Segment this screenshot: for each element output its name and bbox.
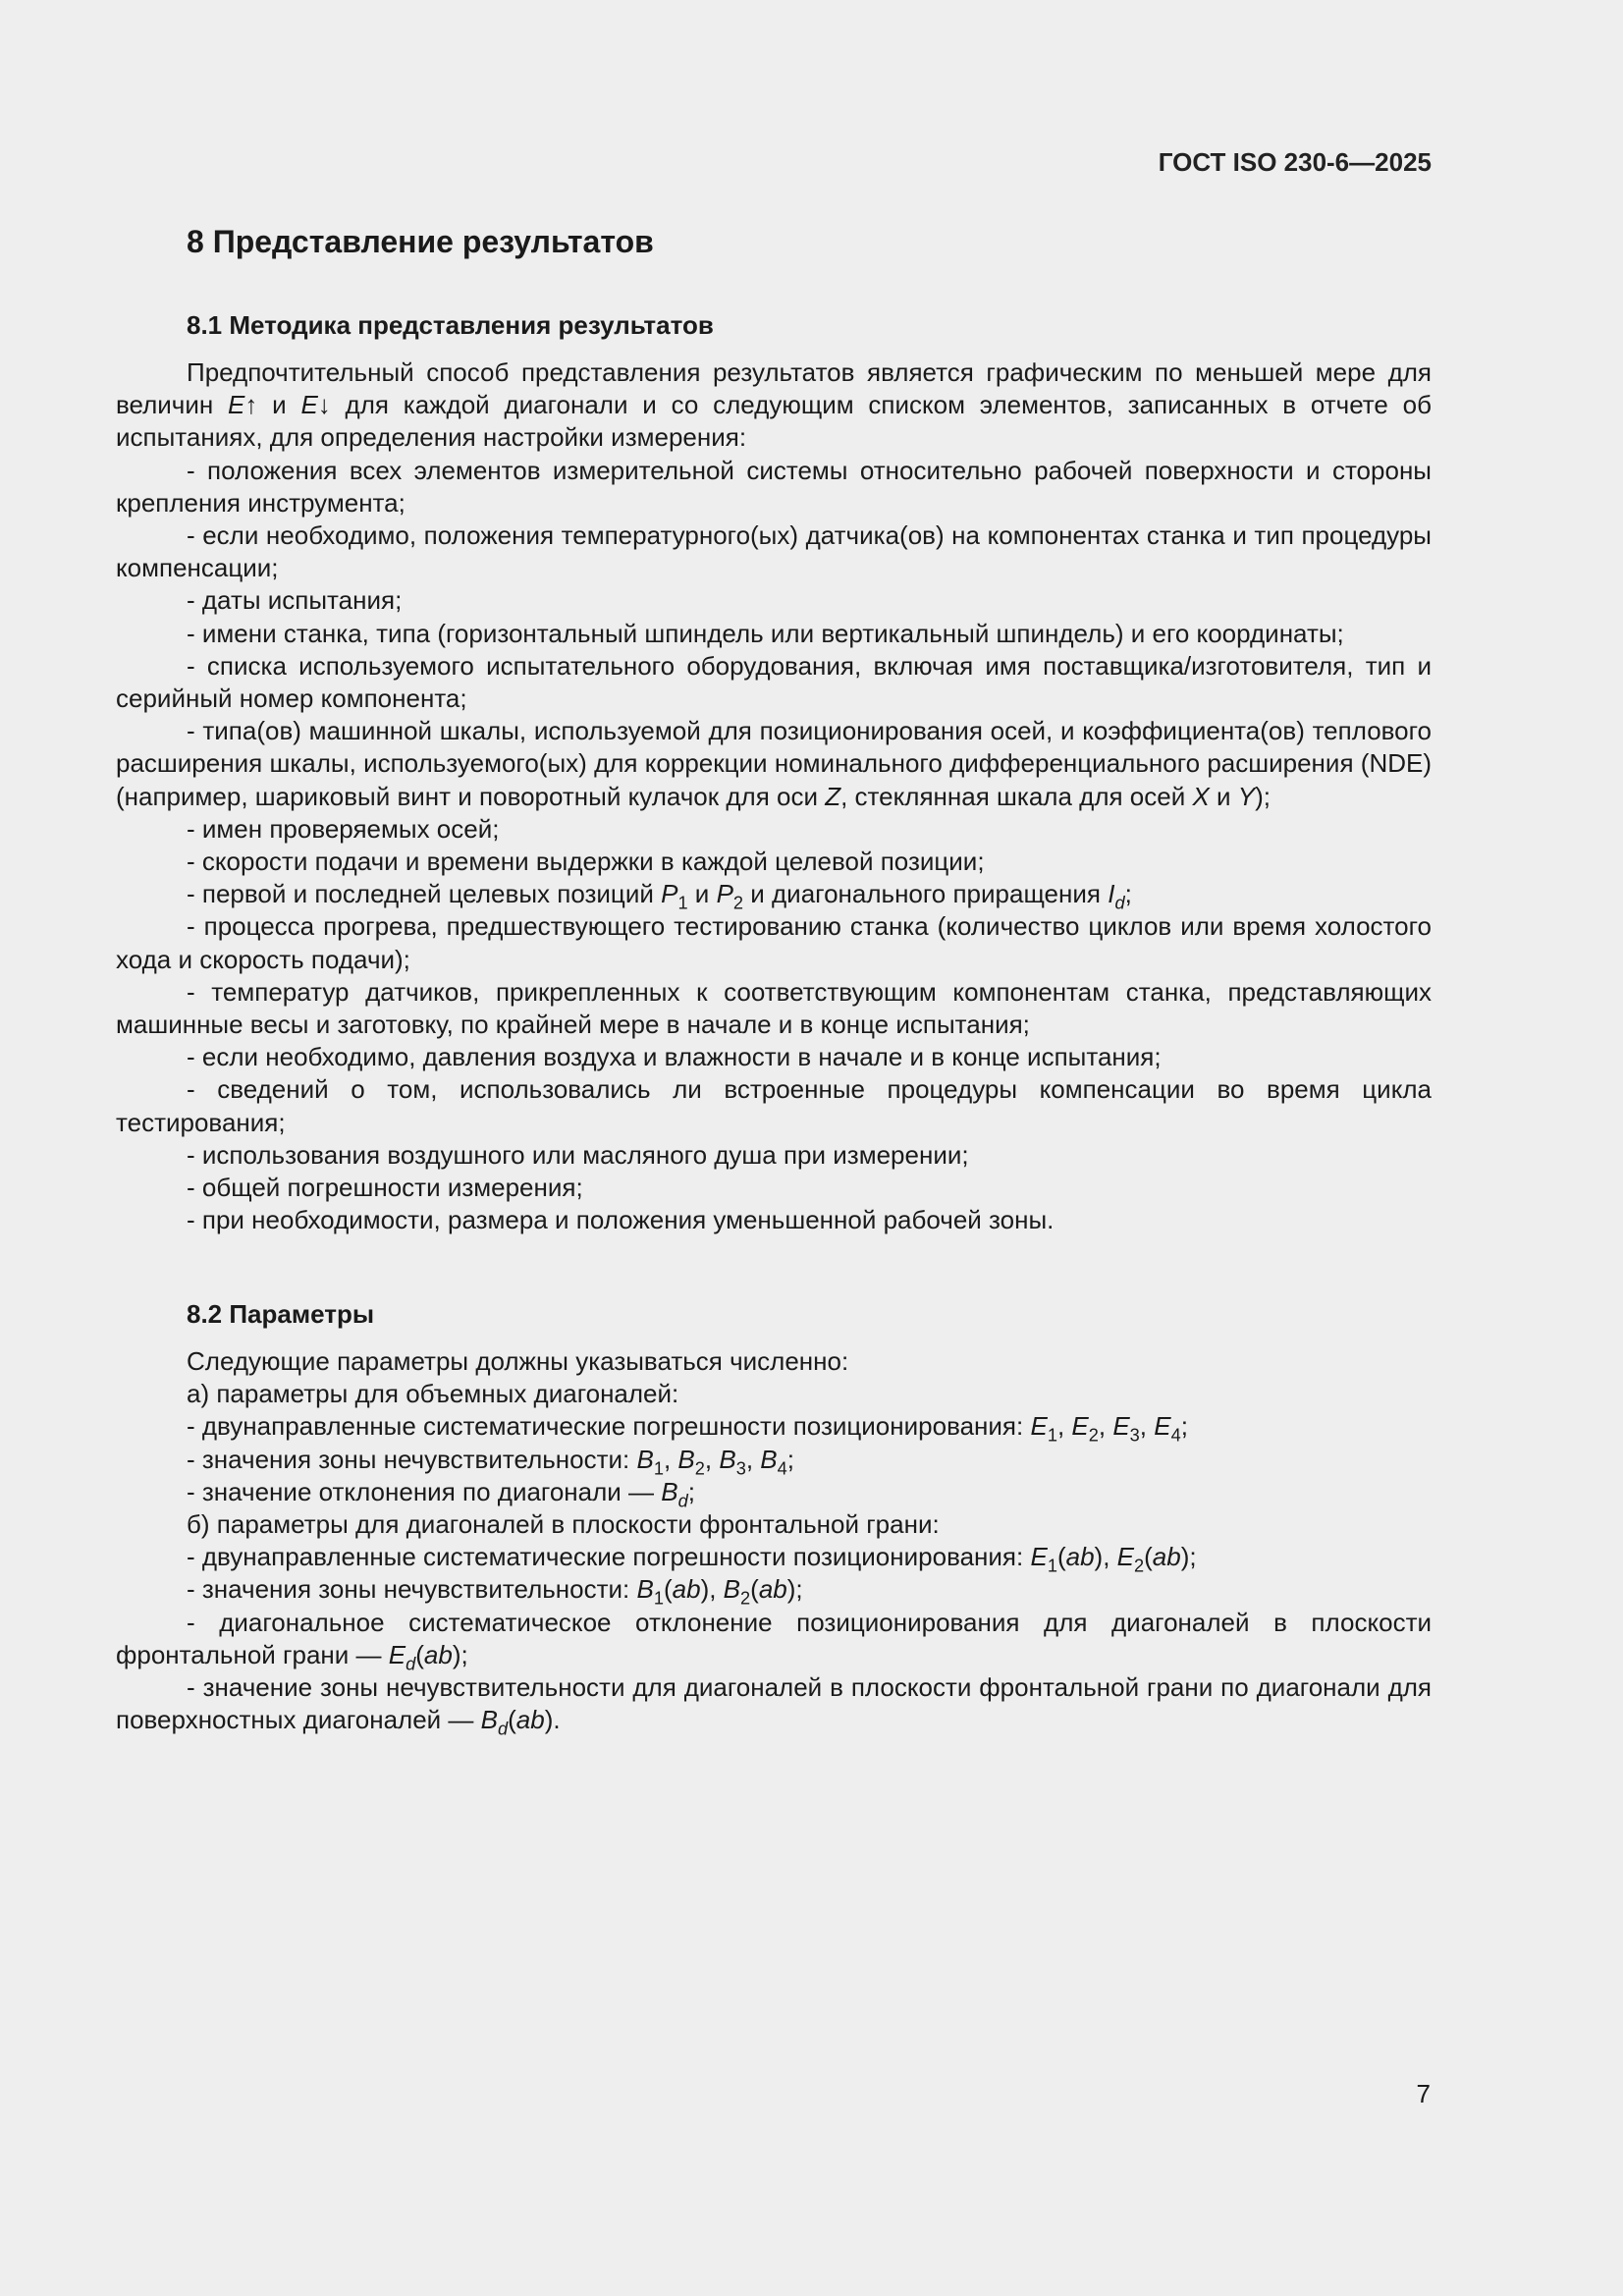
list-item: - использования воздушного или масляного душа при измерении;	[187, 1139, 969, 1170]
section-title: 8 Представление результатов	[187, 224, 654, 259]
list-item: - имени станка, типа (горизонтальный шпиндель или вертикальный шпиндель) и его координаты;	[187, 618, 1344, 648]
subsection-title-8-2: 8.2 Параметры	[187, 1299, 375, 1329]
list-item: - диагональное систематическое отклонение позиционирования для диагоналей в плоскости фронтальной грани — $E_d(ab)$;	[116, 1607, 1432, 1674]
list-item: - значение зоны нечувствительности для диагоналей в плоскости фронтальной грани по диагонали для поверхностных диагоналей — $B_d(ab)$.	[116, 1672, 1432, 1739]
document-header: ГОСТ ISO 230-6—2025	[1158, 147, 1432, 177]
list-item: - списка используемого испытательного оборудования, включая имя поставщика/изготовителя, тип и серийный номер компонента;	[116, 650, 1432, 714]
page-number: 7	[1416, 2079, 1431, 2108]
list-item: - двунаправленные систематические погрешности позиционирования: $E_1$, $E_2$, $E_3$, $E_4$;	[187, 1411, 1188, 1446]
params-group-a: а) параметры для объемных диагоналей:	[187, 1379, 679, 1409]
list-item: - значения зоны нечувствительности: $B_1$, $B_2$, $B_3$, $B_4$;	[187, 1444, 794, 1478]
list-item: - процесса прогрева, предшествующего тестированию станка (количество циклов или время холостого хода и скорость подачи);	[116, 911, 1432, 974]
list-item: - даты испытания;	[187, 585, 403, 616]
list-item: - положения всех элементов измерительной системы относительно рабочей поверхности и стороны крепления инструмента;	[116, 455, 1432, 518]
list-item: - если необходимо, давления воздуха и влажности в начале и в конце испытания;	[187, 1042, 1162, 1072]
section-8-2-body	[116, 1345, 1432, 1739]
list-item: - если необходимо, положения температурного(ых) датчика(ов) на компонентах станка и тип процедуры компенсации;	[116, 520, 1432, 583]
params-group-b: б) параметры для диагоналей в плоскости фронтальной грани:	[187, 1509, 940, 1540]
list-item: - при необходимости, размера и положения уменьшенной рабочей зоны.	[187, 1205, 1055, 1235]
intro-paragraph: Предпочтительный способ представления результатов является графическим по меньшей мере для величин E↑ и E↓ для каждой диагонали и со следующим списком элементов, записанных в отчете об испытаниях, для определения настройки измерения:	[116, 357, 1432, 453]
list-item: - общей погрешности измерения;	[187, 1173, 583, 1203]
list-item: - скорости подачи и времени выдержки в каждой целевой позиции;	[187, 847, 985, 877]
list-item: - имен проверяемых осей;	[187, 813, 500, 844]
section-8-1-body	[116, 356, 1432, 1236]
list-item: - температур датчиков, прикрепленных к соответствующим компонентам станка, представляющих машинные весы и заготовку, по крайней мере в начале и в конце испытания;	[116, 976, 1432, 1040]
list-item: - первой и последней целевых позиций $P_1$ и $P_2$ и диагонального приращения $I_d$;	[187, 879, 1132, 913]
list-item: - сведений о том, использовались ли встроенные процедуры компенсации во время цикла тестирования;	[116, 1074, 1432, 1137]
list-item: - значения зоны нечувствительности: $B_1(ab)$, $B_2(ab)$;	[187, 1574, 803, 1609]
subsection-title-8-1: 8.1 Методика представления результатов	[187, 310, 714, 340]
list-item: - значение отклонения по диагонали — $B_d$;	[187, 1476, 695, 1511]
list-item: - двунаправленные систематические погрешности позиционирования: $E_1(ab)$, $E_2(ab)$;	[187, 1542, 1197, 1576]
list-item: - типа(ов) машинной шкалы, используемой для позиционирования осей, и коэффициента(ов) теплового расширения шкалы, используемого(ых) для коррекции номинального дифференциального расширения (NDE) (например, шариковый винт и поворотный кулачок для оси Z, стеклянная шкала для осей X и Y);	[116, 716, 1432, 811]
params-intro: Следующие параметры должны указываться численно:	[187, 1346, 849, 1376]
